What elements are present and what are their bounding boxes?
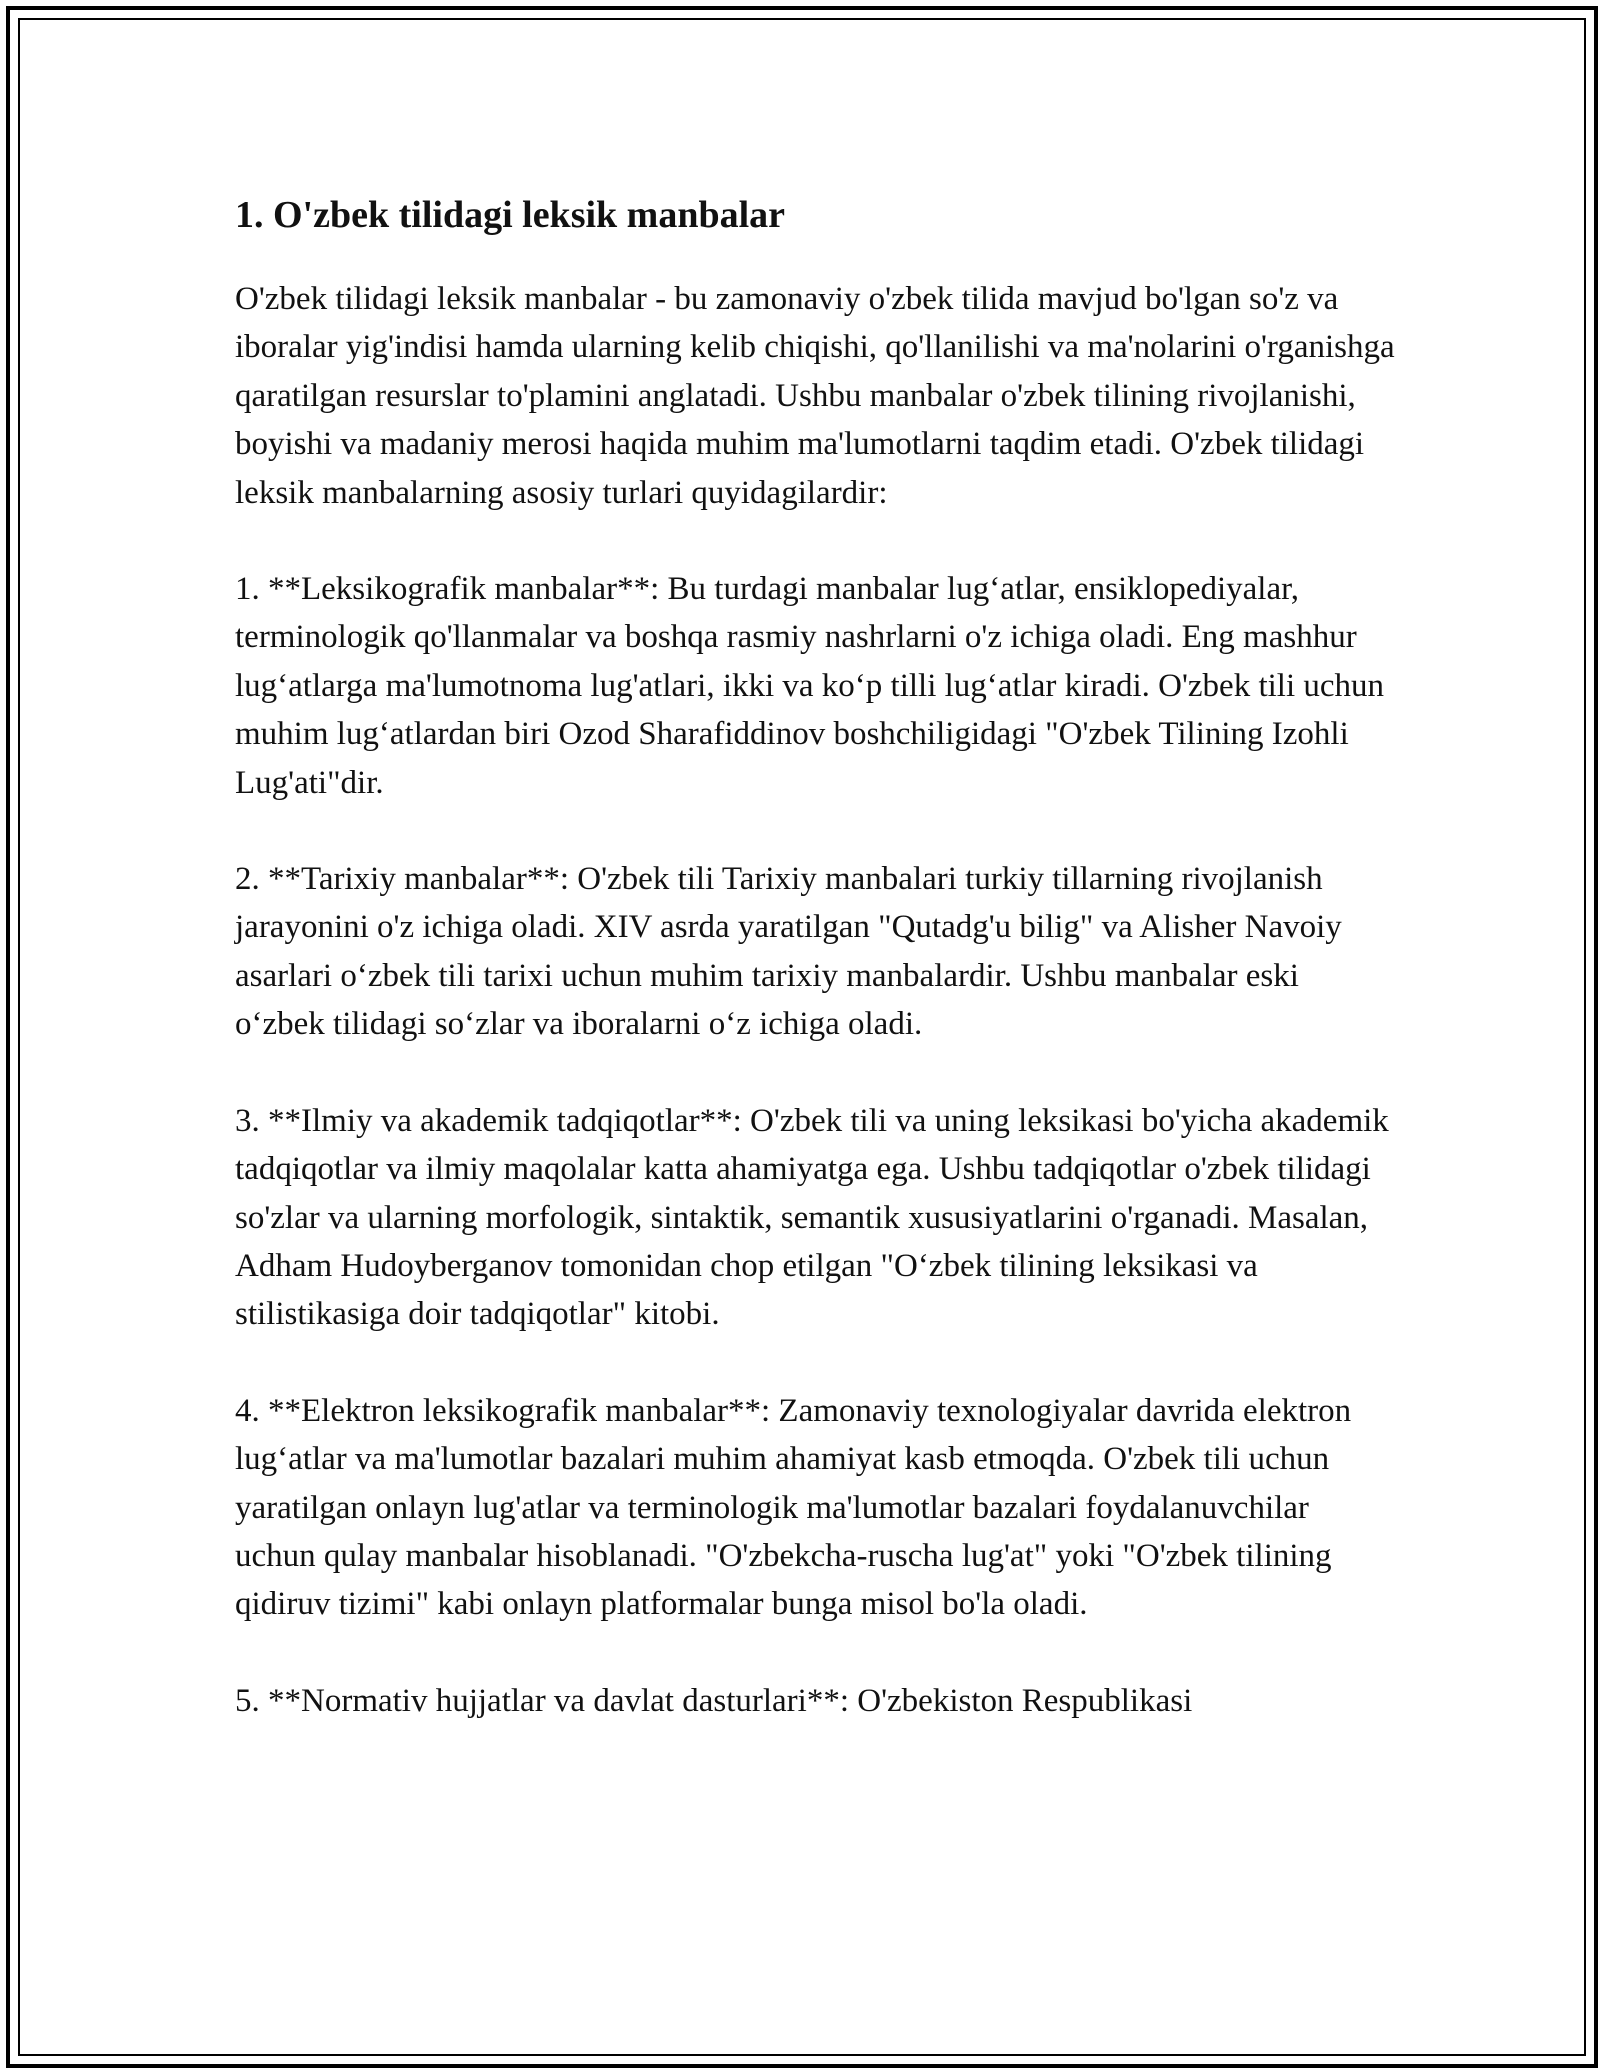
paragraph-historical-sources: 2. **Tarixiy manbalar**: O'zbek tili Tarixiy manbalari turkiy tillarning rivojlanish jarayonini o'z ichiga oladi. XIV asrda yaratilgan "Qutadg'u bilig" va Alisher Navoiy asarlari o‘zbek tili tarixi uchun muhim tarixiy manbalardir. Ushbu manbalar eski o‘zbek tilidagi so‘zlar va iboralarni o‘z ichiga oladi. <box>235 861 1342 1043</box>
paragraph-normative-documents: 5. **Normativ hujjatlar va davlat dasturlari**: O'zbekiston Respublikasi <box>235 1682 1193 1719</box>
intro-paragraph: O'zbek tilidagi leksik manbalar - bu zamonaviy o'zbek tilida mavjud bo'lgan so'z va iboralar yig'indisi hamda ularning kelib chiqishi, qo'llanilishi va ma'nolarini o'rganishga qaratilgan resurslar to'plamini anglatadi. Ushbu manbalar o'zbek tilining rivojlanishi, boyishi va madaniy merosi haqida muhim ma'lumotlarni taqdim etadi. O'zbek tilidagi leksik manbalarning asosiy turlari quyidagilardir: <box>235 281 1395 511</box>
paragraph-lexicographic-sources: 1. **Leksikografik manbalar**: Bu turdagi manbalar lug‘atlar, ensiklopediyalar, terminologik qo'llanmalar va boshqa rasmiy nashrlarni o'z ichiga oladi. Eng mashhur lug‘atlarga ma'lumotnoma lug'atlari, ikki va ko‘p tilli lug‘atlar kiradi. O'zbek tili uchun muhim lug‘atlardan biri Ozod Sharafiddinov boshchiligidagi "O'zbek Tilining Izohli Lug'ati"dir. <box>235 571 1385 801</box>
paragraph-electronic-sources: 4. **Elektron leksikografik manbalar**: Zamonaviy texnologiyalar davrida elektron lug‘atlar va ma'lumotlar bazalari muhim ahamiyat kasb etmoqda. O'zbek tili uchun yaratilgan onlayn lug'atlar va terminologik ma'lumotlar bazalari foydalanuvchilar uchun qulay manbalar hisoblanadi. "O'zbekcha-ruscha lug'at" yoki "O'zbek tilining qidiruv tizimi" kabi onlayn platformalar bunga misol bo'la oladi. <box>235 1392 1352 1623</box>
document-body <box>235 185 1395 1773</box>
document-title: 1. O'zbek tilidagi leksik manbalar <box>235 194 786 236</box>
paragraph-academic-research: 3. **Ilmiy va akademik tadqiqotlar**: O'zbek tili va uning leksikasi bo'yicha akademik tadqiqotlar va ilmiy maqolalar katta ahamiyatga ega. Ushbu tadqiqotlar o'zbek tilidagi so'zlar va ularning morfologik, sintaktik, semantik xususiyatlarini o'rganadi. Masalan, Adham Hudoyberganov tomonidan chop etilgan "O‘zbek tilining leksikasi va stilistikasiga doir tadqiqotlar" kitobi. <box>235 1102 1389 1333</box>
